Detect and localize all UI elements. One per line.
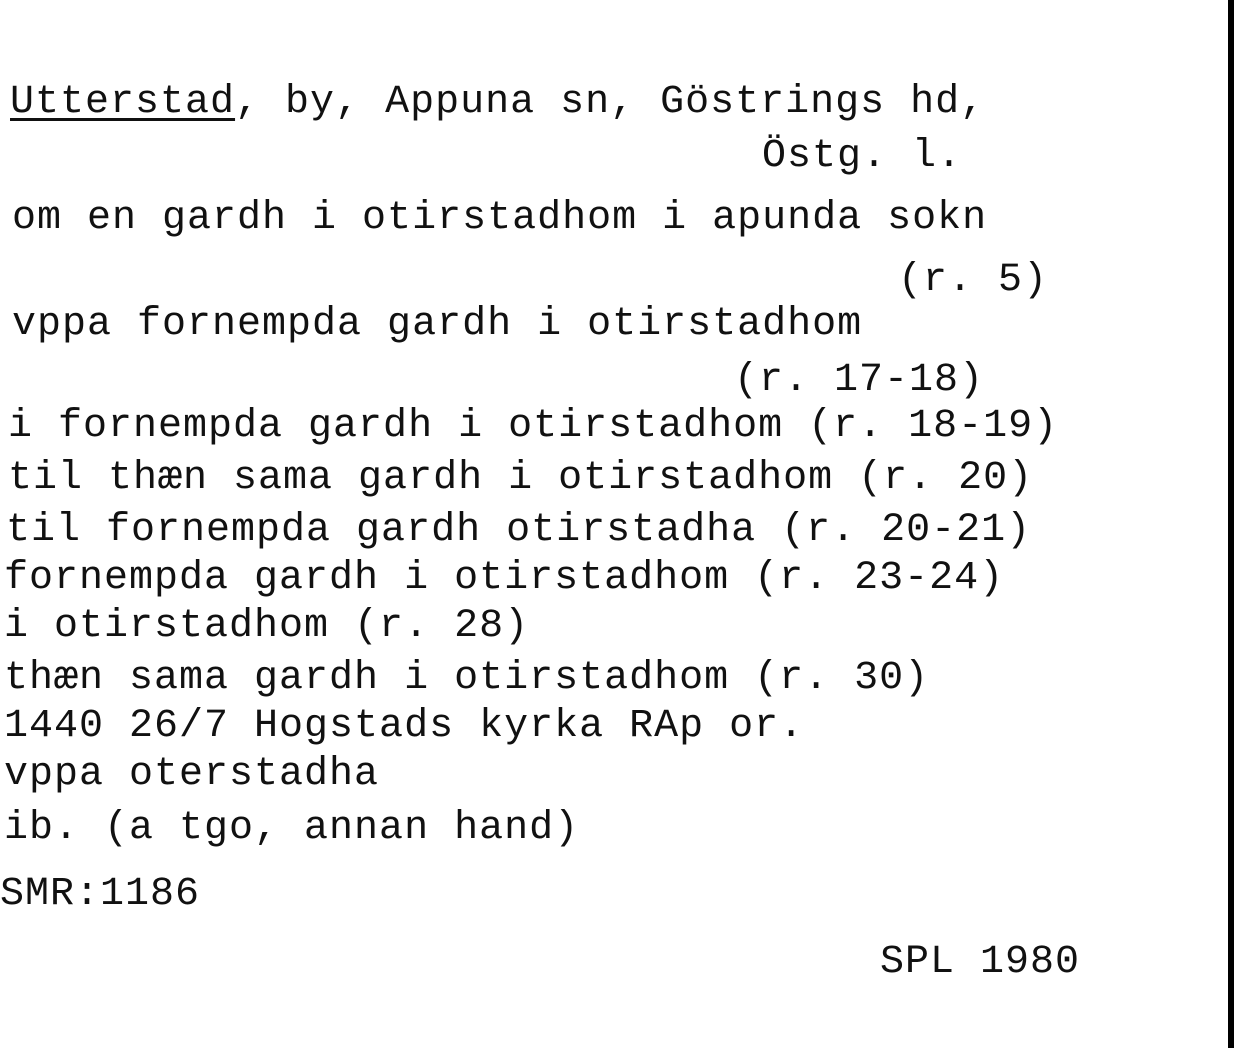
source-line: 1440 26/7 Hogstads kyrka RAp or. xyxy=(4,704,805,749)
citation-line: om en gardh i otirstadhom i apunda sokn xyxy=(12,196,988,241)
citation-line: thæn sama gardh i otirstadhom (r. 30) xyxy=(4,656,930,701)
citation-line: fornempda gardh i otirstadhom (r. 23-24) xyxy=(4,556,1005,601)
place-name: Utterstad xyxy=(10,80,236,125)
county-line: Östg. l. xyxy=(762,134,963,179)
citation-line: ib. (a tgo, annan hand) xyxy=(4,806,580,851)
card-edge-rule xyxy=(1228,0,1234,1048)
citation-line: til thæn sama gardh i otirstadhom (r. 20) xyxy=(8,456,1034,501)
place-description: , by, Appuna sn, Göstrings hd, xyxy=(235,80,986,125)
citation-ref: (r. 17-18) xyxy=(734,358,985,403)
signature: SPL 1980 xyxy=(880,940,1081,985)
citation-line: vppa oterstadha xyxy=(4,752,380,797)
citation-line: i fornempda gardh i otirstadhom (r. 18-19) xyxy=(8,404,1059,449)
citation-line: i otirstadhom (r. 28) xyxy=(4,604,530,649)
reference-code: SMR:1186 xyxy=(0,872,201,917)
citation-line: til fornempda gardh otirstadha (r. 20-21) xyxy=(6,508,1032,553)
heading-line xyxy=(10,80,985,126)
citation-ref: (r. 5) xyxy=(898,258,1049,303)
citation-line: vppa fornempda gardh i otirstadhom xyxy=(12,302,863,347)
